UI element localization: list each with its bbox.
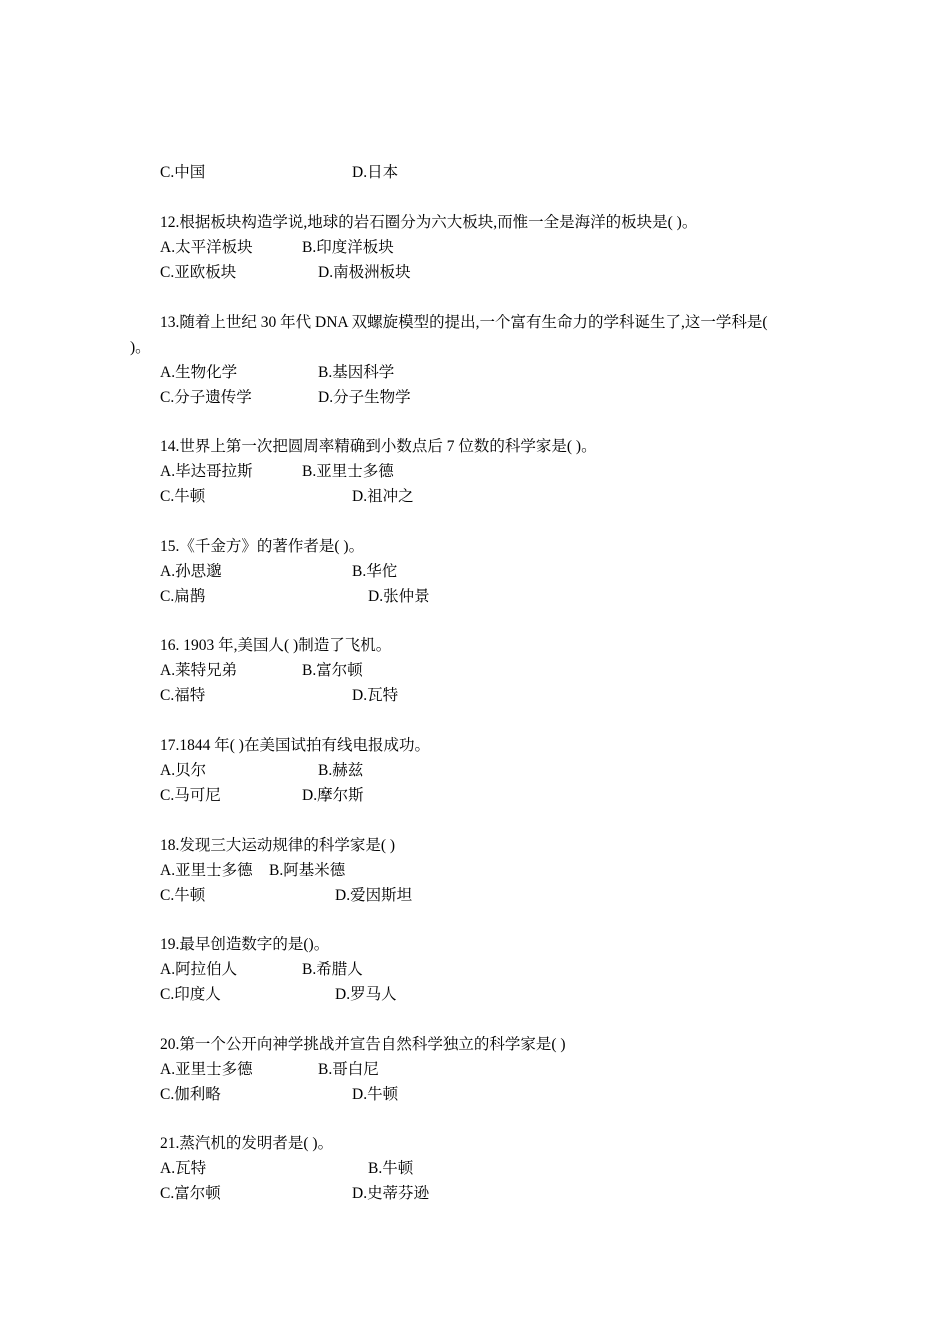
question-15-option-a: A.孙思邈: [160, 563, 222, 580]
option-c: C.中国: [160, 164, 206, 181]
question-12-stem: 12.根据板块构造学说,地球的岩石圈分为六大板块,而惟一全是海洋的板块是( )。: [160, 214, 698, 231]
question-14-option-c: C.牛顿: [160, 488, 206, 505]
question-21-option-a: A.瓦特: [160, 1160, 207, 1177]
question-13-option-d: D.分子生物学: [318, 389, 411, 406]
question-18-option-c: C.牛顿: [160, 887, 206, 904]
question-16-option-a: A.莱特兄弟: [160, 662, 238, 679]
question-21-option-d: D.史蒂芬逊: [352, 1185, 430, 1202]
option-d: D.日本: [352, 164, 399, 181]
question-17-option-d: D.摩尔斯: [302, 787, 364, 804]
question-14-option-b: B.亚里士多德: [302, 463, 394, 480]
question-13-stem: 13.随着上世纪 30 年代 DNA 双螺旋模型的提出,一个富有生命力的学科诞生了,这一学科是(: [160, 314, 768, 331]
question-16-option-b: B.富尔顿: [302, 662, 363, 679]
question-14-option-d: D.祖冲之: [352, 488, 414, 505]
question-20-option-d: D.牛顿: [352, 1086, 399, 1103]
question-15-option-c: C.扁鹊: [160, 588, 206, 605]
question-13-stem-continued: )。: [130, 339, 151, 356]
question-12-option-c: C.亚欧板块: [160, 264, 237, 281]
question-21-option-c: C.富尔顿: [160, 1185, 221, 1202]
question-12-option-d: D.南极洲板块: [318, 264, 411, 281]
question-16-option-d: D.瓦特: [352, 687, 399, 704]
question-12-option-b: B.印度洋板块: [302, 239, 394, 256]
question-18-option-b: B.阿基米德: [269, 862, 346, 879]
question-18-option-d: D.爱因斯坦: [335, 887, 413, 904]
question-16-option-c: C.福特: [160, 687, 206, 704]
question-19-stem: 19.最早创造数字的是()。: [160, 936, 330, 953]
question-13-option-b: B.基因科学: [318, 364, 395, 381]
question-18-stem: 18.发现三大运动规律的科学家是( ): [160, 837, 396, 854]
question-18-option-a: A.亚里士多德: [160, 862, 253, 879]
question-15-option-d: D.张仲景: [368, 588, 430, 605]
question-17-option-b: B.赫兹: [318, 762, 364, 779]
question-19-option-d: D.罗马人: [335, 986, 397, 1003]
question-13-option-c: C.分子遗传学: [160, 389, 252, 406]
question-19-option-a: A.阿拉伯人: [160, 961, 238, 978]
question-20-option-a: A.亚里士多德: [160, 1061, 253, 1078]
question-17-stem: 17.1844 年( )在美国试拍有线电报成功。: [160, 737, 430, 754]
question-15-option-b: B.华佗: [352, 563, 398, 580]
question-19-option-b: B.希腊人: [302, 961, 363, 978]
question-16-stem: 16. 1903 年,美国人( )制造了飞机。: [160, 637, 392, 654]
question-20-option-b: B.哥白尼: [318, 1061, 379, 1078]
question-17-option-c: C.马可尼: [160, 787, 221, 804]
question-21-stem: 21.蒸汽机的发明者是( )。: [160, 1135, 334, 1152]
question-21-option-b: B.牛顿: [368, 1160, 414, 1177]
question-20-option-c: C.伽利略: [160, 1086, 221, 1103]
question-12-option-a: A.太平洋板块: [160, 239, 253, 256]
question-13-option-a: A.生物化学: [160, 364, 238, 381]
question-17-option-a: A.贝尔: [160, 762, 207, 779]
question-14-stem: 14.世界上第一次把圆周率精确到小数点后 7 位数的科学家是( )。: [160, 438, 597, 455]
question-19-option-c: C.印度人: [160, 986, 221, 1003]
question-15-stem: 15.《千金方》的著作者是( )。: [160, 538, 365, 555]
question-14-option-a: A.毕达哥拉斯: [160, 463, 253, 480]
question-20-stem: 20.第一个公开向神学挑战并宣告自然科学独立的科学家是( ): [160, 1036, 566, 1053]
